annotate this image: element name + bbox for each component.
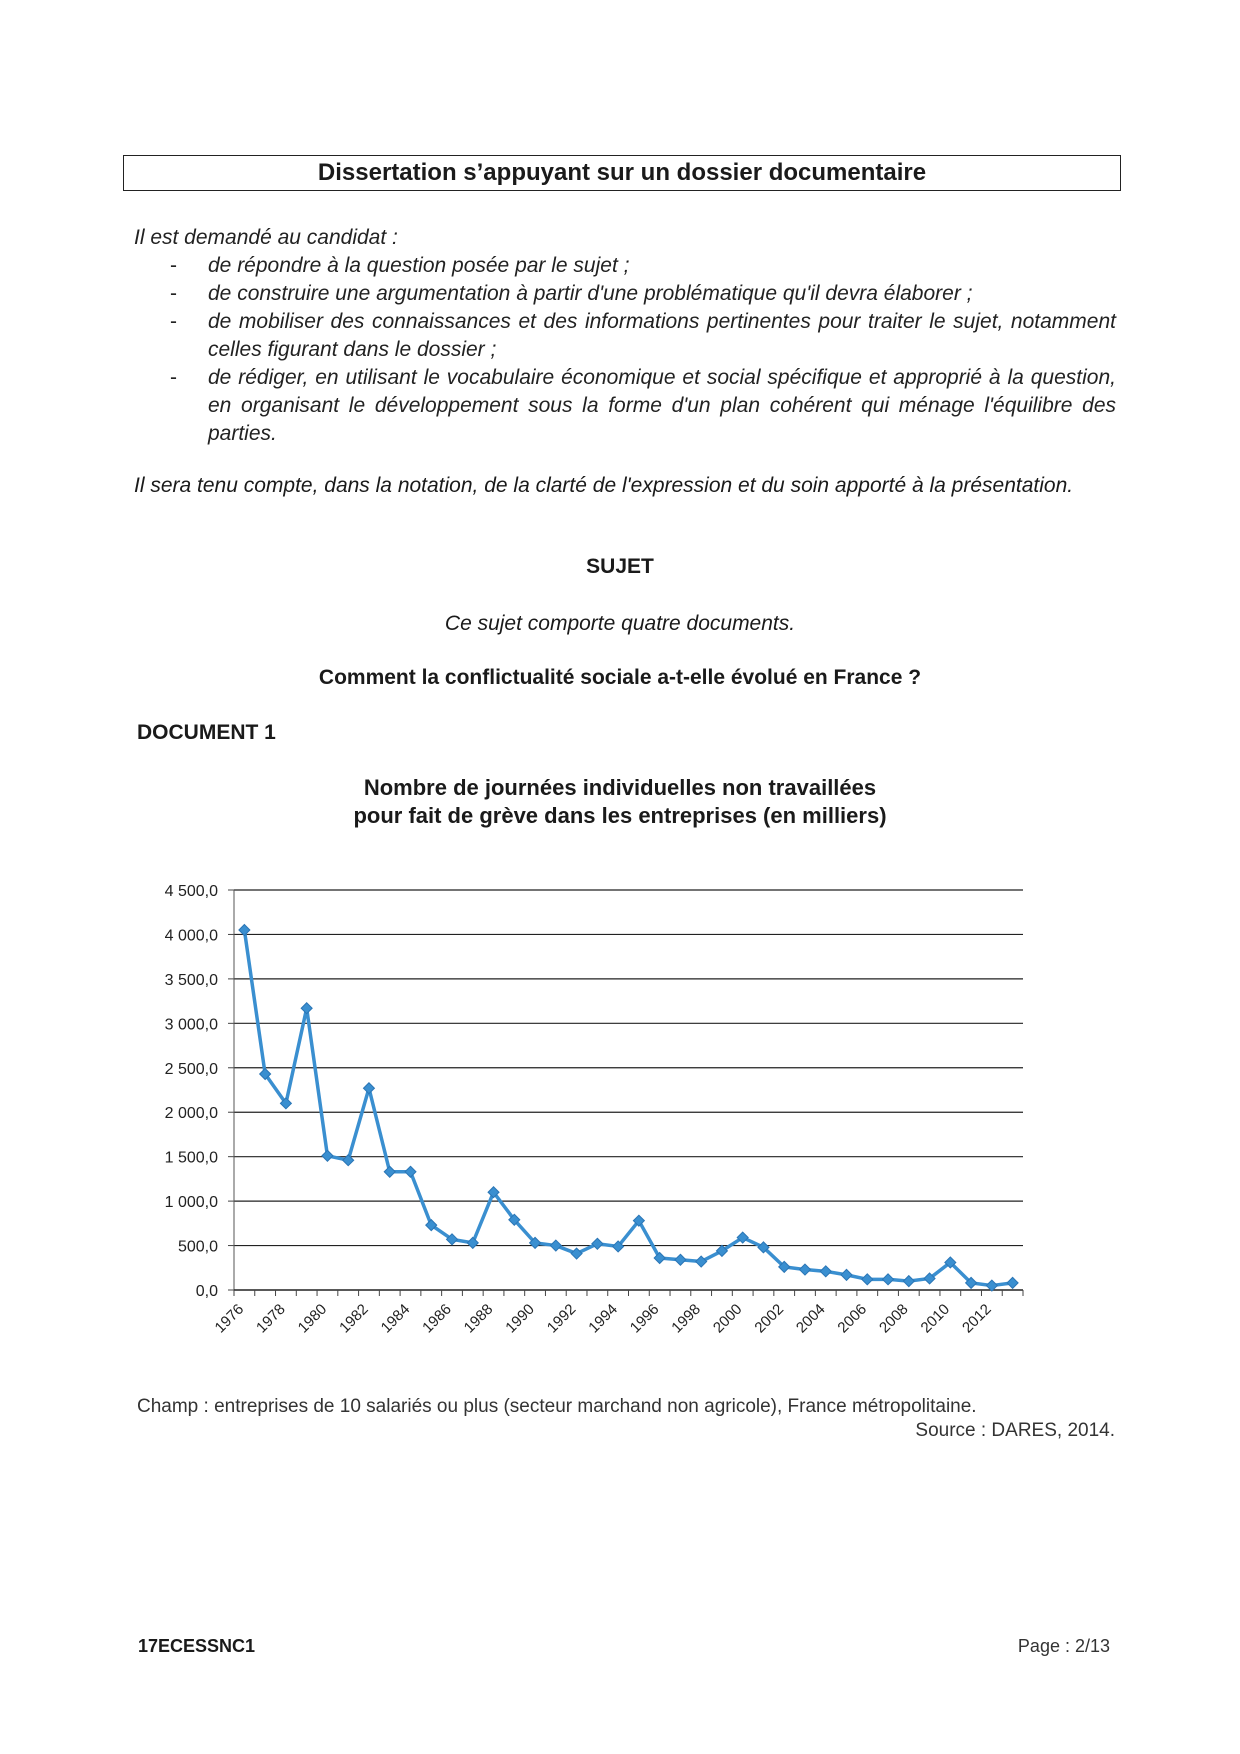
- chart-title: [0, 774, 1240, 830]
- instructions-intro: Il est demandé au candidat :: [134, 226, 398, 249]
- chart-title-line2: pour fait de grève dans les entreprises (en milliers): [353, 803, 887, 828]
- instruction-item: - de construire une argumentation à partir d'une problématique qu'il devra élaborer ;: [134, 280, 1116, 308]
- footer-code: 17ECESSNC1: [138, 1636, 256, 1656]
- subject-heading: SUJET: [586, 555, 654, 578]
- data-point: [467, 1237, 478, 1248]
- data-point: [301, 1003, 312, 1014]
- page-title-box: [123, 155, 1121, 191]
- x-tick-label: 1994: [585, 1300, 621, 1337]
- data-point: [799, 1264, 810, 1275]
- x-tick-label: 1990: [502, 1300, 538, 1337]
- y-tick-label: 4 500,0: [164, 883, 218, 900]
- x-tick-label: 1978: [253, 1300, 289, 1337]
- x-tick-label: 1980: [294, 1300, 331, 1337]
- data-point: [384, 1166, 395, 1177]
- data-point: [841, 1269, 852, 1280]
- data-point: [405, 1166, 416, 1177]
- line-chart: [130, 870, 1050, 1370]
- data-point: [1007, 1277, 1018, 1288]
- x-tick-label: 2002: [751, 1300, 788, 1337]
- y-tick-label: 3 000,0: [164, 1016, 218, 1034]
- x-tick-label: 1988: [460, 1300, 497, 1337]
- y-tick-label: 3 500,0: [164, 971, 218, 989]
- grading-note: Il sera tenu compte, dans la notation, de la clarté de l'expression et du soin apporté à la présentation.: [134, 474, 1074, 497]
- x-tick-label: 2000: [709, 1300, 746, 1337]
- x-tick-label: 1984: [377, 1300, 414, 1337]
- subject-question: Comment la conflictualité sociale a-t-elle évolué en France ?: [318, 666, 922, 689]
- x-tick-label: 2012: [959, 1300, 995, 1337]
- data-point: [903, 1276, 914, 1287]
- x-tick-label: 2004: [792, 1300, 829, 1337]
- data-point: [363, 1083, 374, 1094]
- data-point: [862, 1274, 873, 1285]
- x-tick-label: 1996: [626, 1300, 663, 1337]
- y-tick-label: 2 500,0: [164, 1060, 218, 1078]
- chart-source: Source : DARES, 2014.: [915, 1420, 1115, 1441]
- instructions: [134, 224, 1116, 448]
- instructions-list: [134, 252, 1116, 448]
- y-tick-label: 4 000,0: [164, 927, 218, 945]
- instruction-item: - de répondre à la question posée par le sujet ;: [134, 252, 1116, 280]
- instruction-item: - de rédiger, en utilisant le vocabulaire économique et social spécifique et approprié à la question, en organisant le développement sous la forme d'un plan cohérent qui ménage l'équilibre des parties.: [134, 364, 1116, 448]
- x-tick-label: 1976: [211, 1300, 248, 1337]
- x-tick-label: 1982: [336, 1300, 372, 1337]
- y-tick-label: 0,0: [195, 1283, 218, 1300]
- document-label: DOCUMENT 1: [137, 721, 276, 744]
- x-tick-label: 1998: [668, 1300, 704, 1337]
- x-tick-label: 2010: [917, 1300, 954, 1337]
- data-point: [571, 1248, 582, 1259]
- data-point: [592, 1238, 603, 1249]
- y-tick-label: 1 500,0: [164, 1149, 218, 1167]
- footer-page-number: Page : 2/13: [1017, 1636, 1110, 1656]
- data-point: [883, 1274, 894, 1285]
- data-point: [322, 1150, 333, 1161]
- instruction-item: - de mobiliser des connaissances et des informations pertinentes pour traiter le sujet, notamment celles figurant dans le dossier ;: [134, 308, 1116, 364]
- x-tick-label: 2006: [834, 1300, 871, 1337]
- series-line: [244, 930, 1012, 1286]
- page-title: Dissertation s’appuyant sur un dossier documentaire: [317, 159, 927, 186]
- x-tick-label: 1992: [543, 1300, 580, 1337]
- x-tick-label: 1986: [419, 1300, 455, 1337]
- chart-title-line1: Nombre de journées individuelles non travaillées: [363, 775, 877, 800]
- data-point: [550, 1240, 561, 1251]
- chart-scope-note: Champ : entreprises de 10 salariés ou plus (secteur marchand non agricole), France métropolitaine.: [137, 1396, 977, 1417]
- y-tick-label: 1 000,0: [164, 1194, 218, 1212]
- data-point: [675, 1254, 686, 1265]
- y-tick-label: 2 000,0: [164, 1105, 218, 1123]
- subject-subheading: Ce sujet comporte quatre documents.: [444, 612, 796, 635]
- x-tick-label: 2008: [876, 1300, 912, 1337]
- y-tick-label: 500,0: [177, 1238, 218, 1256]
- data-point: [820, 1266, 831, 1277]
